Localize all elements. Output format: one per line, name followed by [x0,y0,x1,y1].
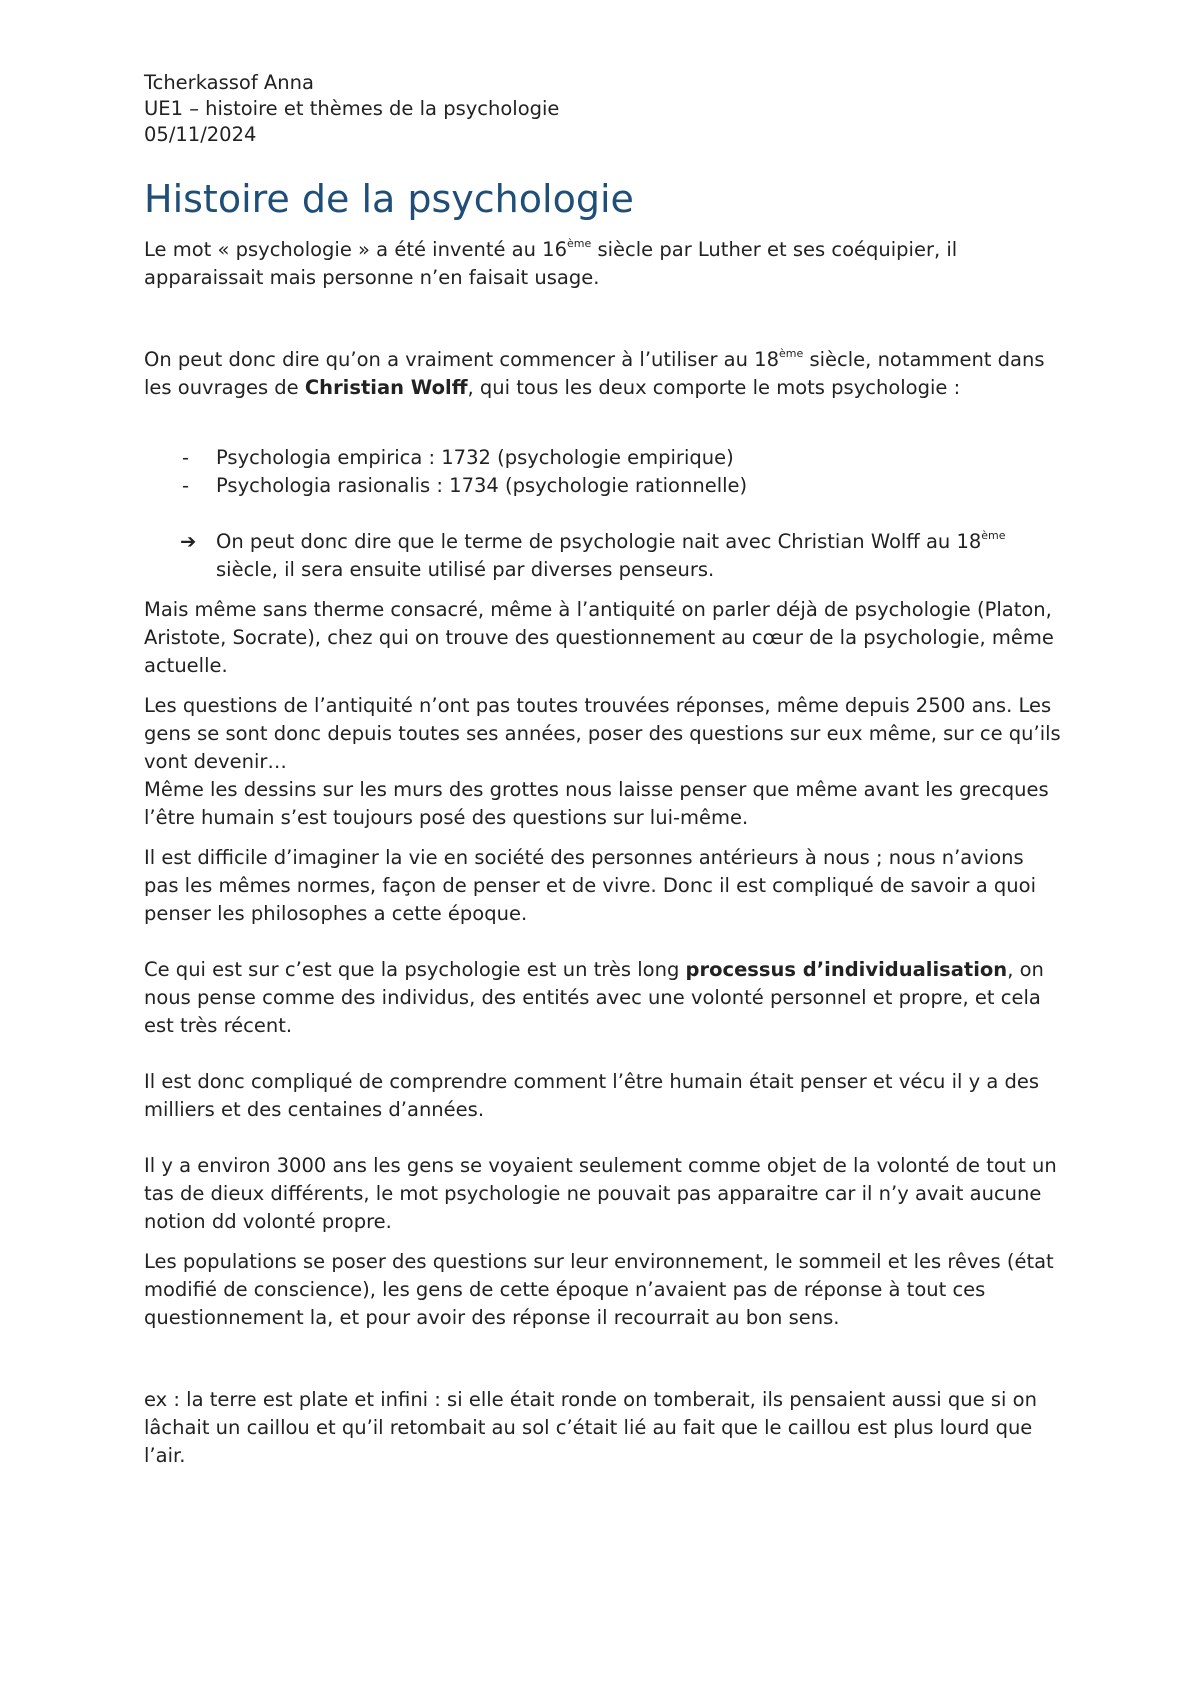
page-title: Histoire de la psychologie [144,177,634,221]
paragraph-populations: Les populations se poser des questions sur leur environnement, le sommeil et les rêves (état modifié de conscience), les gens de cette époque n’avaient pas de réponse à tout ces questionnement la, et pour avoir des réponse il recourrait au bon sens. [144,1250,1054,1329]
document-header [144,70,1064,148]
paragraph-example: ex : la terre est plate et infini : si elle était ronde on tomberait, ils pensaient aussi que si on lâchait un caillou et qu’il retombait au sol c’était lié au fait que le caillou est plus lourd que l’air. [144,1388,1037,1467]
list-item: - Psychologia rasionalis : 1734 (psychologie rationnelle) [182,474,748,497]
document-date: 05/11/2024 [144,123,257,146]
arrow-conclusion: ➔ On peut donc dire que le terme de psychologie nait avec Christian Wolff au 18ème siècle, il sera ensuite utilisé par diverses penseurs. [180,529,1006,581]
author-name: Tcherkassof Anna [144,71,314,94]
paragraph-antiquity: Mais même sans therme consacré, même à l’antiquité on parler déjà de psychologie (Platon, Aristote, Socrate), chez qui on trouve des questionnement au cœur de la psychologie, même actuelle. [144,598,1054,677]
bold-processus: processus d’individualisation [685,958,1008,981]
list-item: - Psychologia empirica : 1732 (psychologie empirique) [182,446,734,469]
course-title: UE1 – histoire et thèmes de la psychologie [144,97,560,120]
paragraph-individualisation: Ce qui est sur c’est que la psychologie est un très long processus d’individualisation, on nous pense comme des individus, des entités avec une volonté personnel et propre, et cela est très récent. [144,958,1044,1037]
paragraph-wolff: On peut donc dire qu’on a vraiment commencer à l’utiliser au 18ème siècle, notamment dans les ouvrages de Christian Wolff, qui tous les deux comporte le mots psychologie : [144,347,1045,399]
arrow-right-icon: ➔ [180,530,197,553]
paragraph-caves: Même les dessins sur les murs des grottes nous laisse penser que même avant les grecques l’être humain s’est toujours posé des questions sur lui-même. [144,778,1049,829]
works-list [144,444,1064,500]
paragraph-3000-years: Il y a environ 3000 ans les gens se voyaient seulement comme objet de la volonté de tout un tas de dieux différents, le mot psychologie ne pouvait pas apparaitre car il n’y avait aucune notion dd volonté propre. [144,1154,1057,1233]
bold-christian-wolff: Christian Wolff [304,376,468,399]
paragraph-society: Il est difficile d’imaginer la vie en société des personnes antérieurs à nous ; nous n’avions pas les mêmes normes, façon de penser et de vivre. Donc il est compliqué de savoir a quoi penser les philosophes a cette époque. [144,846,1036,925]
paragraph-word-origin: Le mot « psychologie » a été inventé au 16ème siècle par Luther et ses coéquipier, il apparaissait mais personne n’en faisait usage. [144,237,958,289]
paragraph-complicated: Il est donc compliqué de comprendre comment l’être humain était penser et vécu il y a des milliers et des centaines d’années. [144,1070,1040,1121]
document-page [144,70,1064,1470]
paragraph-questions: Les questions de l’antiquité n’ont pas toutes trouvées réponses, même depuis 2500 ans. Les gens se sont donc depuis toutes ses années, poser des questions sur eux même, sur ce qu’ils vont devenir… [144,694,1061,773]
